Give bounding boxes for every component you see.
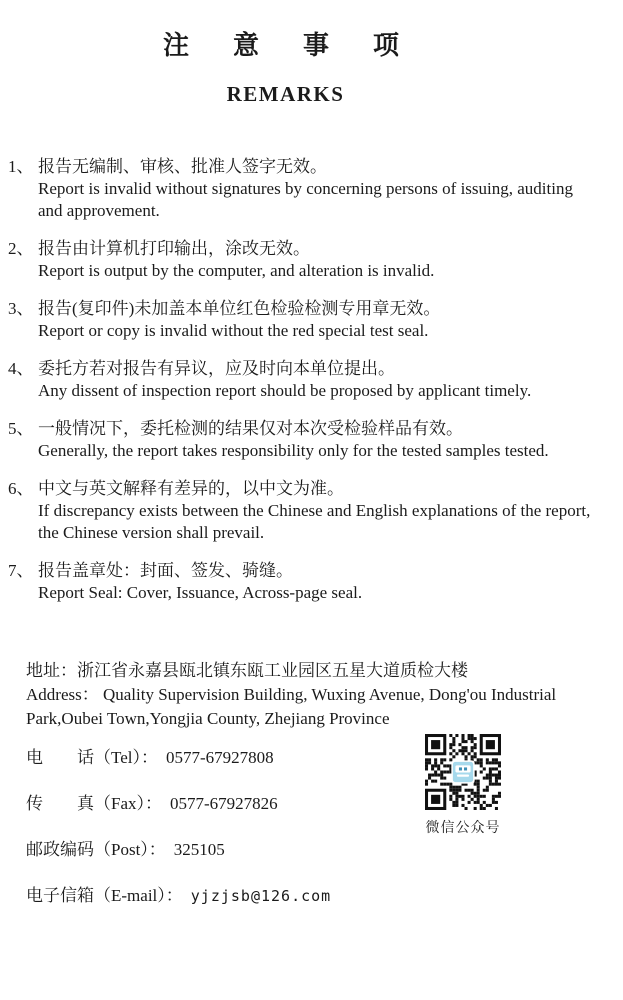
remark-number: 2、 [8,239,34,258]
contact-row-fax [26,793,604,815]
remark-item-6 [8,478,603,544]
wechat-qr-code-image [425,734,501,810]
contact-section [26,659,604,907]
contact-value: yjzjsb@126.com [190,887,332,905]
remark-text-chinese: 一般情况下，委托检测的结果仅对本次受检验样品有效。 [38,419,463,438]
wechat-qr-label: 微信公众号 [425,821,501,836]
remark-body [38,560,600,604]
remark-body [38,156,600,222]
remark-text-chinese: 报告盖章处：封面、签发、骑缝。 [38,561,293,580]
remark-text-english: If discrepancy exists between the Chinese and English explanations of the report, the Chinese version shall prevail. [38,501,591,542]
remark-number: 5、 [8,419,34,438]
remark-text-english: Report is invalid without signatures by concerning persons of issuing, auditing and approvement. [38,179,573,220]
remark-number: 3、 [8,299,34,318]
remark-text-chinese: 报告由计算机打印输出，涂改无效。 [38,239,310,258]
contact-value: 0577-67927826 [170,794,278,813]
remark-text-english: Report is output by the computer, and alteration is invalid. [38,261,435,280]
remark-item-7 [8,560,603,604]
remark-body [38,418,600,462]
remark-text-english: Report Seal: Cover, Issuance, Across-page seal. [38,583,363,602]
remark-item-3 [8,298,603,342]
contact-label: 电 话（Tel）： [26,748,158,767]
page-title-chinese: 注 意 事 项 [162,31,408,60]
contact-rows [26,747,604,907]
remark-number: 7、 [8,561,34,580]
contact-row-tel [26,747,604,769]
contact-row-email [26,885,604,907]
remark-text-english: Report or copy is invalid without the red special test seal. [38,321,429,340]
contact-label: 电子信箱（E-mail）： [26,886,183,905]
title-block [8,32,603,106]
remark-text-chinese: 中文与英文解释有差异的，以中文为准。 [38,479,344,498]
remark-item-4 [8,358,603,402]
contact-row-post [26,839,604,861]
remark-text-english: Generally, the report takes responsibility only for the tested samples tested. [38,441,549,460]
wechat-qr-block [424,734,502,837]
remark-number: 1、 [8,157,34,176]
remark-body [38,238,600,282]
remark-text-chinese: 报告(复印件)未加盖本单位红色检验检测专用章无效。 [38,299,441,318]
remark-number: 4、 [8,359,34,378]
remark-text-chinese: 委托方若对报告有异议，应及时向本单位提出。 [38,359,395,378]
contact-value: 0577-67927808 [165,748,274,767]
remark-text-chinese: 报告无编制、审核、批准人签字无效。 [38,157,327,176]
remarks-list [8,156,603,604]
remark-number: 6、 [8,479,34,498]
remark-item-2 [8,238,603,282]
remark-body [38,298,600,342]
contact-label: 传 真（Fax）： [26,794,162,813]
address-chinese: 地址：浙江省永嘉县瓯北镇东瓯工业园区五星大道质检大楼 [26,661,468,680]
remark-body [38,478,600,544]
remark-item-5 [8,418,603,462]
address-english: Address： Quality Supervision Building, Wuxing Avenue, Dong'ou Industrial Park,Oubei Town,Yongjia County, Zhejiang Province [26,685,557,728]
remark-item-1 [8,156,603,222]
page-title-english: REMARKS [226,82,345,106]
contact-value: 325105 [173,840,225,859]
remark-body [38,358,600,402]
remark-text-english: Any dissent of inspection report should be proposed by applicant timely. [38,381,532,400]
contact-label: 邮政编码（Post）： [26,840,166,859]
